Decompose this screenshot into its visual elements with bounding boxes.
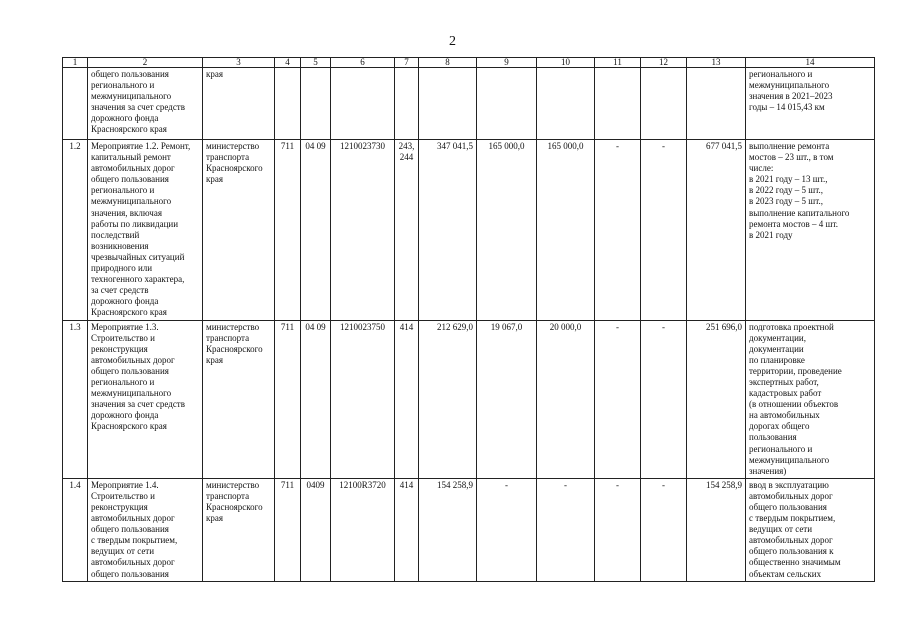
column-number: 14	[746, 58, 875, 68]
executor: министерство транспорта Красноярского края	[203, 320, 275, 478]
activity-name: общего пользования регионального и межмуниципального значения за счет средств дорожного фонда Красноярского края	[88, 68, 203, 140]
column-number: 7	[395, 58, 419, 68]
amount-2023: 20 000,0	[537, 320, 595, 478]
amount-2022: -	[477, 478, 537, 581]
row-number: 1.2	[63, 140, 88, 321]
amount-col-12	[641, 68, 687, 140]
column-number: 13	[687, 58, 746, 68]
column-number: 5	[301, 58, 331, 68]
expense-type-code: 414	[395, 478, 419, 581]
column-number: 8	[419, 58, 477, 68]
amount-2023	[537, 68, 595, 140]
expected-result: ввод в эксплуатацию автомобильных дорог общего пользования с твердым покрытием, ведущих от сети автомобильных дорог общего пользования к общественно значимым объектам сельских	[746, 478, 875, 581]
expense-type-code: 243, 244	[395, 140, 419, 321]
executor: края	[203, 68, 275, 140]
amount-2022: 19 067,0	[477, 320, 537, 478]
section-code: 04 09	[301, 320, 331, 478]
column-number: 11	[595, 58, 641, 68]
expense-type-code: 414	[395, 320, 419, 478]
section-code	[301, 68, 331, 140]
column-number: 4	[275, 58, 301, 68]
column-number-row	[63, 58, 875, 68]
amount-2021: 347 041,5	[419, 140, 477, 321]
amount-col-12: -	[641, 320, 687, 478]
amount-col-12: -	[641, 478, 687, 581]
activity-name: Мероприятие 1.4. Строительство и реконструкция автомобильных дорог общего пользования с твердым покрытием, ведущих от сети автомобильных дорог общего пользования	[88, 478, 203, 581]
row-number	[63, 68, 88, 140]
target-article-code	[331, 68, 395, 140]
target-article-code: 1210023730	[331, 140, 395, 321]
program-activities-table	[62, 57, 875, 582]
table-row	[63, 140, 875, 321]
amount-2022: 165 000,0	[477, 140, 537, 321]
activity-name: Мероприятие 1.3. Строительство и реконструкция автомобильных дорог общего пользования регионального и межмуниципального значения за счет средств дорожного фонда Красноярского края	[88, 320, 203, 478]
amount-2021	[419, 68, 477, 140]
column-number: 10	[537, 58, 595, 68]
expected-result: подготовка проектной документации, документации по планировке территории, проведение экспертных работ, кадастровых работ (в отношении объектов на автомобильных дорогах общего пользования регионального и межмуниципального значения)	[746, 320, 875, 478]
grbs-code	[275, 68, 301, 140]
amount-col-11	[595, 68, 641, 140]
grbs-code: 711	[275, 478, 301, 581]
page-number: 2	[449, 34, 456, 49]
amount-total: 154 258,9	[687, 478, 746, 581]
column-number: 1	[63, 58, 88, 68]
activity-name: Мероприятие 1.2. Ремонт, капитальный ремонт автомобильных дорог общего пользования регионального и межмуниципального значения, включая работы по ликвидации последствий возникновения чрезвычайных ситуаций природного или техногенного характера, за счет средств дорожного фонда Красноярского края	[88, 140, 203, 321]
table-row	[63, 320, 875, 478]
amount-2022	[477, 68, 537, 140]
amount-col-11: -	[595, 478, 641, 581]
amount-2021: 154 258,9	[419, 478, 477, 581]
target-article-code: 12100R3720	[331, 478, 395, 581]
row-number: 1.3	[63, 320, 88, 478]
grbs-code: 711	[275, 320, 301, 478]
row-number: 1.4	[63, 478, 88, 581]
expense-type-code	[395, 68, 419, 140]
column-number: 6	[331, 58, 395, 68]
section-code: 0409	[301, 478, 331, 581]
amount-2023: -	[537, 478, 595, 581]
table-row	[63, 68, 875, 140]
expected-result: регионального и межмуниципального значения в 2021–2023 годы – 14 015,43 км	[746, 68, 875, 140]
table-row	[63, 478, 875, 581]
amount-col-11: -	[595, 320, 641, 478]
executor: министерство транспорта Красноярского края	[203, 478, 275, 581]
amount-total: 677 041,5	[687, 140, 746, 321]
executor: министерство транспорта Красноярского края	[203, 140, 275, 321]
column-number: 9	[477, 58, 537, 68]
amount-col-11: -	[595, 140, 641, 321]
amount-total	[687, 68, 746, 140]
section-code: 04 09	[301, 140, 331, 321]
amount-col-12: -	[641, 140, 687, 321]
target-article-code: 1210023750	[331, 320, 395, 478]
column-number: 12	[641, 58, 687, 68]
expected-result: выполнение ремонта мостов – 23 шт., в том числе: в 2021 году – 13 шт., в 2022 году – 5 шт., в 2023 году – 5 шт., выполнение капитального ремонта мостов – 4 шт. в 2021 году	[746, 140, 875, 321]
grbs-code: 711	[275, 140, 301, 321]
column-number: 2	[88, 58, 203, 68]
amount-total: 251 696,0	[687, 320, 746, 478]
column-number: 3	[203, 58, 275, 68]
amount-2021: 212 629,0	[419, 320, 477, 478]
amount-2023: 165 000,0	[537, 140, 595, 321]
